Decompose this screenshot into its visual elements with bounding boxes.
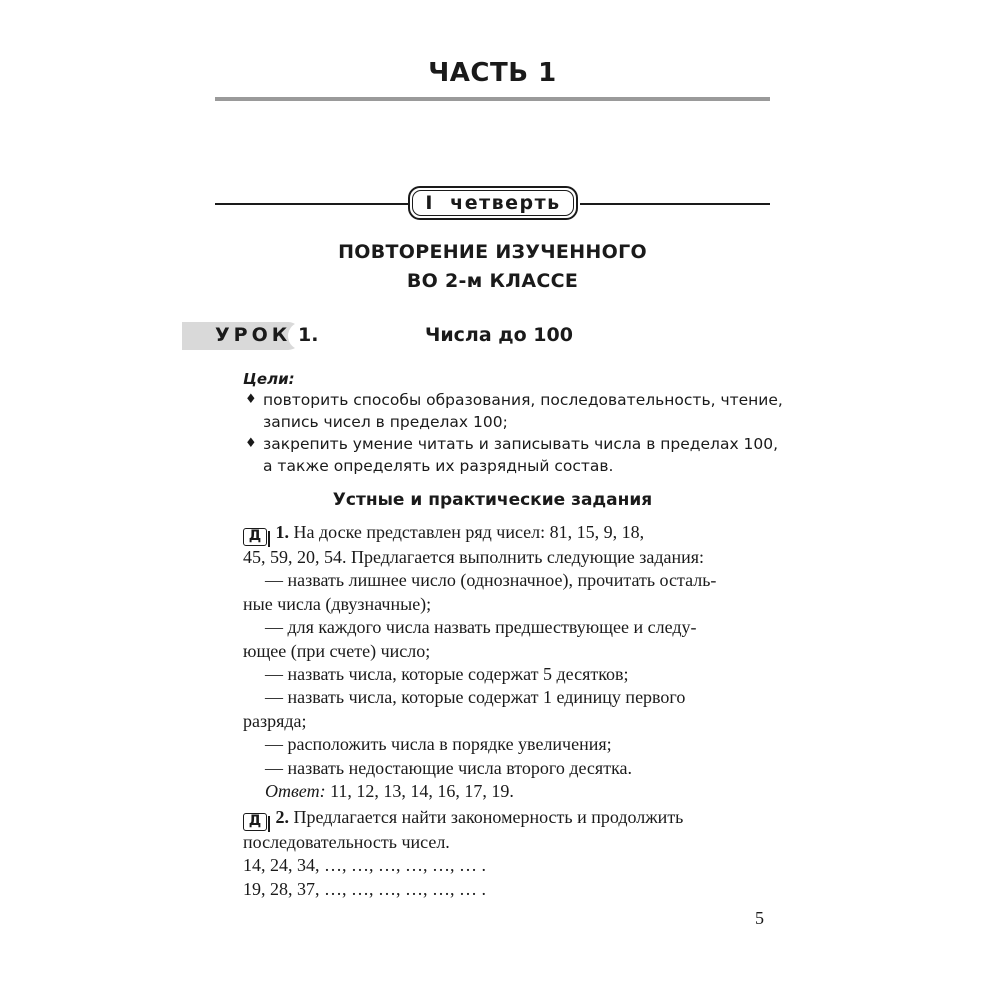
task-line: ющее (при счете) число;: [243, 640, 431, 661]
goal-item: [245, 433, 779, 477]
task-line: На доске представлен ряд чисел: 81, 15, 9, 18,: [293, 522, 645, 542]
task-line: последовательность чисел.: [243, 832, 450, 852]
task-2-number: 2.: [275, 807, 289, 827]
task-2: [243, 806, 771, 901]
lesson-label: УРОК: [215, 324, 292, 346]
task-line: — для каждого числа назвать предшествующее и следу-: [265, 617, 697, 638]
section-title-line-1: ПОВТОРЕНИЕ ИЗУЧЕННОГО: [338, 241, 647, 263]
goal-line: запись чисел в пределах 100;: [263, 413, 508, 431]
quarter-badge: [408, 186, 578, 220]
number-sequence: 14, 24, 34, …, …, …, …, …, … .: [243, 855, 486, 876]
part-title-rule: [215, 97, 770, 101]
quarter-rule-right: [580, 203, 770, 205]
lesson-title: Числа до 100: [425, 324, 573, 346]
task-line: — назвать числа, которые содержат 5 десятков;: [265, 664, 629, 685]
task-line: разряда;: [243, 710, 307, 731]
diamond-bullet-icon: ♦: [245, 436, 257, 451]
answer-label: Ответ:: [265, 781, 326, 802]
task-line: Предлагается найти закономерность и продолжить: [293, 807, 684, 827]
task-line: — расположить числа в порядке увеличения;: [265, 734, 612, 755]
task-line: 45, 59, 20, 54. Предлагается выполнить следующие задания:: [243, 547, 705, 567]
task-line: — назвать лишнее число (однозначное), прочитать осталь-: [265, 570, 717, 591]
task-line: — назвать числа, которые содержат 1 единицу первого: [265, 687, 686, 708]
task-1-answer: [243, 780, 771, 803]
task-1-number: 1.: [275, 522, 289, 542]
task-line: — назвать недостающие числа второго десятка.: [265, 757, 633, 778]
section-title-line-2: ВО 2-м КЛАССЕ: [406, 270, 579, 292]
goal-item: [245, 389, 783, 433]
quarter-label: I четверть: [412, 190, 574, 216]
diamond-bullet-icon: ♦: [245, 392, 257, 407]
task-line: ные числа (двузначные);: [243, 593, 432, 614]
task-tag-icon: Д: [243, 528, 267, 546]
goal-line: а также определять их разрядный состав.: [263, 457, 614, 475]
quarter-rule-left: [215, 203, 408, 205]
page-number: 5: [755, 908, 764, 928]
task-2-first-line: [243, 806, 771, 831]
tasks-heading: Устные и практические задания: [332, 490, 653, 510]
number-sequence: 19, 28, 37, …, …, …, …, …, … .: [243, 878, 486, 899]
lesson-number: 1.: [298, 324, 319, 346]
section-title: [215, 238, 770, 296]
goals-label: Цели:: [243, 370, 295, 388]
goal-line: закрепить умение читать и записывать числа в пределах 100,: [263, 435, 779, 453]
task-tag-icon: Д: [243, 813, 267, 831]
answer-value: 11, 12, 13, 14, 16, 17, 19.: [325, 781, 514, 802]
task-1-first-line: [243, 521, 771, 546]
goal-line: повторить способы образования, последовательность, чтение,: [263, 391, 783, 409]
task-1: [243, 521, 771, 803]
part-title: ЧАСТЬ 1: [428, 58, 557, 88]
